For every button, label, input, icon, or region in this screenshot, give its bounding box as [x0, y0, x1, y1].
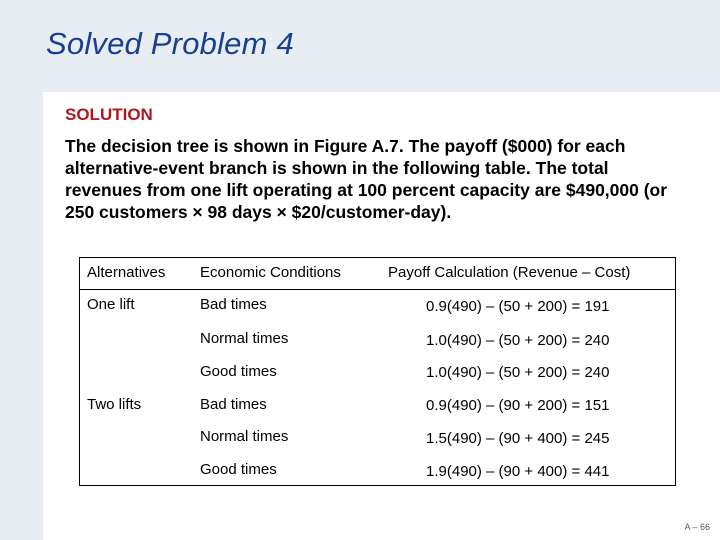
- row-1-condition: Bad times: [200, 296, 267, 313]
- row-2-condition: Normal times: [200, 330, 289, 347]
- row-3-payoff: 1.0(490) – (50 + 200) = 240: [426, 364, 610, 381]
- slide-title: Solved Problem 4: [46, 26, 294, 61]
- solution-heading: SOLUTION: [65, 105, 153, 124]
- row-5-payoff: 1.5(490) – (90 + 400) = 245: [426, 430, 610, 447]
- row-1-alternative: One lift: [87, 296, 135, 313]
- row-6-condition: Good times: [200, 461, 277, 478]
- header-payoff-calculation: Payoff Calculation (Revenue – Cost): [388, 264, 631, 281]
- header-divider: [80, 289, 675, 290]
- header-alternatives: Alternatives: [87, 264, 166, 281]
- solution-paragraph: The decision tree is shown in Figure A.7. The payoff ($000) for each alternative-event branch is shown in the following table. The total revenues from one lift operating at 100 percent capacity are $490,000 (or 250 customers × 98 days × $20/customer-day).: [65, 136, 668, 222]
- row-4-payoff: 0.9(490) – (90 + 200) = 151: [426, 397, 610, 414]
- row-6-payoff: 1.9(490) – (90 + 400) = 441: [426, 463, 610, 480]
- payoff-table: [79, 257, 676, 486]
- header-economic-conditions: Economic Conditions: [200, 264, 341, 281]
- row-3-condition: Good times: [200, 363, 277, 380]
- row-2-payoff: 1.0(490) – (50 + 200) = 240: [426, 332, 610, 349]
- row-4-condition: Bad times: [200, 396, 267, 413]
- page-number: A – 66: [684, 522, 710, 532]
- row-5-condition: Normal times: [200, 428, 289, 445]
- row-4-alternative: Two lifts: [87, 396, 142, 413]
- row-1-payoff: 0.9(490) – (50 + 200) = 191: [426, 298, 610, 315]
